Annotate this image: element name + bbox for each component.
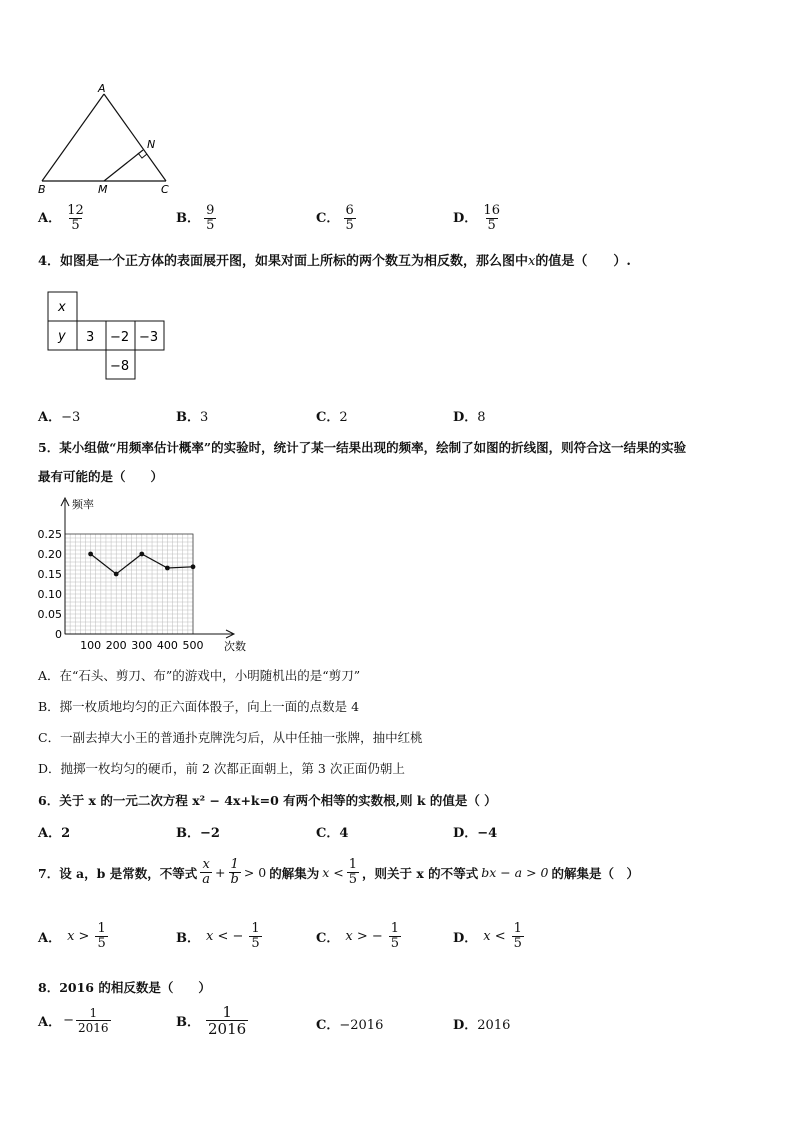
q5-question-line2: 最有可能的是（ ） <box>38 469 164 484</box>
q5-option-c[interactable]: C．一副去掉大小王的普通扑克牌洗匀后，从中任抽一张牌，抽中红桃 <box>38 730 423 745</box>
y-tick-label: 0.25 <box>37 528 62 541</box>
x-tick-label: 400 <box>156 639 178 652</box>
q4-option-b[interactable]: B．3 <box>176 410 209 425</box>
triangle-figure <box>34 78 184 198</box>
fraction-x-over-a: $\frac{x}{a}$ <box>202 857 211 887</box>
q6-question: 6．关于 x 的一元二次方程 x² − 4x+k=0 有两个相等的实数根,则 k 的值是（ ） <box>38 793 497 808</box>
q3-option-a[interactable]: A． $\frac{12}{5}$ <box>38 203 84 233</box>
x-axis-label: 次数 <box>224 640 246 653</box>
y-tick-label: 0.20 <box>37 548 62 561</box>
y-tick-label: 0.10 <box>37 588 62 601</box>
net-cell-neg3: −3 <box>139 330 159 345</box>
data-point <box>139 552 144 557</box>
fraction-1-over-5: $\frac{1}{5}$ <box>348 857 358 887</box>
q6-option-b[interactable]: B．−2 <box>176 826 220 841</box>
y-tick-label: 0.05 <box>37 608 62 621</box>
q8-option-d[interactable]: D．2016 <box>453 1018 511 1033</box>
frequency-line-chart <box>34 492 254 656</box>
vertex-a-label: A <box>98 82 106 95</box>
q3-option-b[interactable]: B． $\frac{9}{5}$ <box>176 203 215 233</box>
q4-option-d[interactable]: D．8 <box>453 410 486 425</box>
q8-option-b[interactable]: B． $\frac{1}{2016}$ <box>176 1003 247 1038</box>
data-point <box>191 564 196 569</box>
net-cell-y: y <box>58 329 66 344</box>
q5-option-d[interactable]: D．抛掷一枚均匀的硬币，前 2 次都正面朝上，第 3 次正面仍朝上 <box>38 761 405 776</box>
q7-option-b[interactable]: B． x < − $\frac{1}{5}$ <box>176 921 260 951</box>
q7-option-c[interactable]: C． x > − $\frac{1}{5}$ <box>316 921 400 951</box>
q8-option-a[interactable]: A． − $\frac{1}{2016}$ <box>38 1006 109 1035</box>
vertex-c-label: C <box>161 183 169 196</box>
x-tick-label: 200 <box>105 639 127 652</box>
cube-net-figure <box>46 290 168 382</box>
x-tick-label: 300 <box>131 639 153 652</box>
q4-question: 4．如图是一个正方体的表面展开图，如果对面上所标的两个数互为相反数，那么图中x的值是（ ）. <box>38 254 631 269</box>
net-cell-x: x <box>58 300 66 315</box>
q3-option-c[interactable]: C． $\frac{6}{5}$ <box>316 203 354 233</box>
point-n-label: N <box>147 138 156 151</box>
net-cell-neg2: −2 <box>110 330 130 345</box>
net-cell-3: 3 <box>86 330 95 345</box>
net-cell-neg8: −8 <box>110 359 130 374</box>
q4-option-a[interactable]: A．−3 <box>38 410 81 425</box>
q7-question: 7．设 a，b 是常数，不等式 $\frac{x}{a}$ + $\frac{1}{b}$ > 0 的解集为 x < $\frac{1}{5}$ ，则关于 x 的不等式 bx − a > 0 的解集是（ ） <box>38 857 640 887</box>
q6-option-a[interactable]: A．2 <box>38 826 71 841</box>
q5-option-a[interactable]: A．在“石头、剪刀、布”的游戏中，小明随机出的是“剪刀” <box>38 668 361 683</box>
y-tick-label: 0 <box>55 628 62 641</box>
x-tick-label: 100 <box>80 639 102 652</box>
q3-option-d[interactable]: D． $\frac{16}{5}$ <box>453 203 500 233</box>
data-point <box>88 552 93 557</box>
data-point <box>114 572 119 577</box>
data-point <box>165 566 170 571</box>
q8-option-c[interactable]: C．−2016 <box>316 1018 384 1033</box>
plot-frame <box>65 534 193 634</box>
vertex-b-label: B <box>38 183 46 196</box>
q4-option-c[interactable]: C．2 <box>316 410 348 425</box>
q5-option-b[interactable]: B．掷一枚质地均匀的正六面体骰子，向上一面的点数是 4 <box>38 699 360 714</box>
q8-question: 8．2016 的相反数是（ ） <box>38 980 211 995</box>
fraction-1-over-b: $\frac{1}{b}$ <box>230 857 239 887</box>
q6-option-d[interactable]: D．−4 <box>453 826 498 841</box>
y-axis-label: 频率 <box>72 498 94 511</box>
y-tick-label: 0.15 <box>37 568 62 581</box>
chart-grid <box>65 534 193 634</box>
x-tick-label: 500 <box>182 639 204 652</box>
q7-option-d[interactable]: D． x < $\frac{1}{5}$ <box>453 921 522 951</box>
q5-question-line1: 5．某小组做“用频率估计概率”的实验时，统计了某一结果出现的频率，绘制了如图的折线图，则符合这一结果的实验 <box>38 440 687 455</box>
q7-option-a[interactable]: A． x > $\frac{1}{5}$ <box>38 921 106 951</box>
point-m-label: M <box>98 183 108 196</box>
q6-option-c[interactable]: C．4 <box>316 826 349 841</box>
